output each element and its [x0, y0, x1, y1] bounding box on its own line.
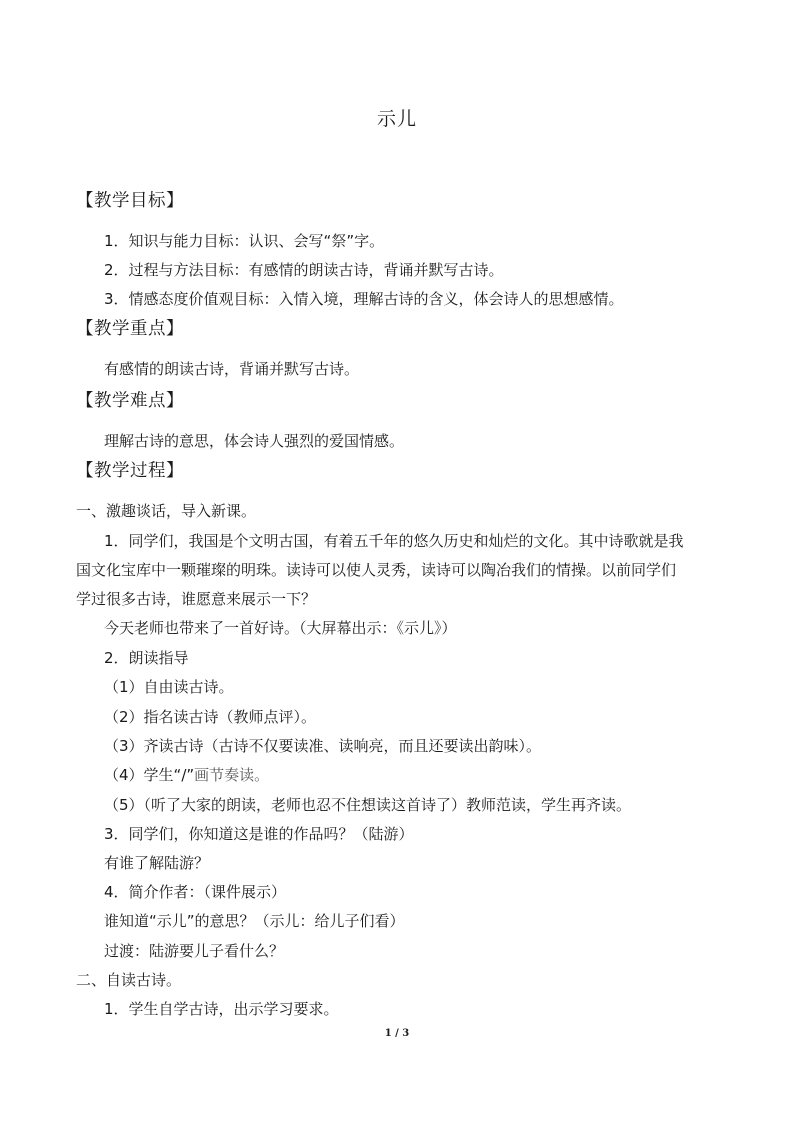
- reading-step: （5）（听了大家的朗读，老师也忍不住想读这首诗了）教师范读，学生再齐读。: [104, 796, 632, 814]
- paragraph-line: 过渡：陆游要儿子看什么？: [104, 942, 285, 960]
- paragraph-line: 学过很多古诗，谁愿意来展示一下？: [76, 590, 317, 608]
- reading-step: [104, 765, 269, 785]
- part-two-title: 二、自读古诗。: [76, 971, 182, 989]
- document-title: 示儿: [376, 108, 417, 130]
- paragraph-line: 谁知道“示儿”的意思？（示儿：给儿子们看）: [104, 912, 405, 930]
- objective-item-2: 2．过程与方法目标：有感情的朗读古诗，背诵并默写古诗。: [104, 261, 504, 279]
- objective-item-3: 3．情感态度价值观目标：入情入境，理解古诗的含义，体会诗人的思想感情。: [104, 290, 624, 308]
- paragraph-line: 今天老师也带来了一首好诗。（大屏幕出示：《示儿》）: [104, 619, 457, 637]
- objective-item-1: 1．知识与能力目标：认识、会写“祭”字。: [104, 232, 385, 250]
- reading-step-suffix: 画节奏读。: [194, 766, 270, 784]
- objectives-heading: 【教学目标】: [76, 191, 184, 211]
- reading-step: （3）齐读古诗（古诗不仅要读准、读响亮，而且还要读出韵味）。: [104, 737, 542, 755]
- page-indicator: 1 / 3: [384, 1028, 410, 1039]
- paragraph-line: 3．同学们，你知道这是谁的作品吗？（陆游）: [104, 825, 414, 843]
- paragraph-line: 1．学生自学古诗，出示学习要求。: [104, 1000, 339, 1018]
- key-points-text: 有感情的朗读古诗，背诵并默写古诗。: [104, 360, 360, 378]
- reading-step-prefix: （4）学生“/”: [104, 766, 195, 784]
- difficulties-heading: 【教学难点】: [76, 391, 184, 411]
- process-heading: 【教学过程】: [76, 461, 184, 481]
- part-one-title: 一、激趣谈话，导入新课。: [76, 502, 257, 520]
- paragraph-line: 国文化宝库中一颗璀璨的明珠。读诗可以使人灵秀，读诗可以陶冶我们的情操。以前同学们: [76, 561, 677, 579]
- key-points-heading: 【教学重点】: [76, 319, 184, 339]
- paragraph-line: 有谁了解陆游？: [104, 854, 210, 872]
- paragraph-line: 4．简介作者：（课件展示）: [104, 883, 287, 901]
- reading-step: （1）自由读古诗。: [104, 678, 234, 696]
- difficulties-text: 理解古诗的意思，体会诗人强烈的爱国情感。: [104, 432, 405, 450]
- reading-step: （2）指名读古诗（教师点评）。: [104, 708, 317, 726]
- paragraph-line: 2．朗读指导: [104, 649, 189, 667]
- paragraph-line: 1．同学们，我国是个文明古国，有着五千年的悠久历史和灿烂的文化。其中诗歌就是我: [104, 532, 684, 550]
